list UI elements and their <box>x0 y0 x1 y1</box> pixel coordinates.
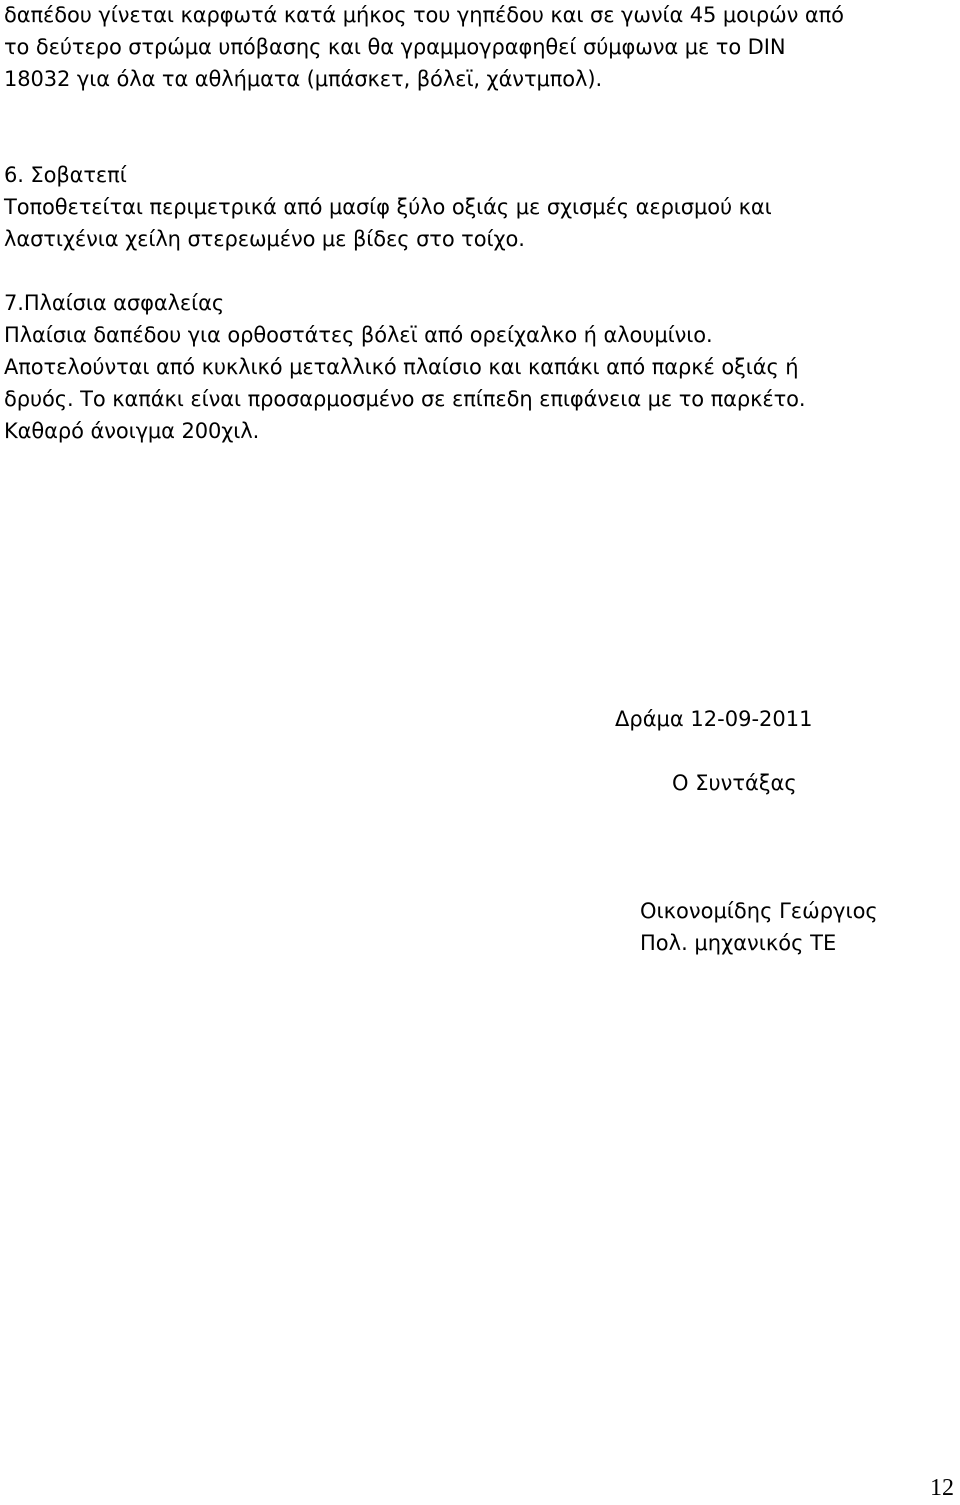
body-text-line: Καθαρό άνοιγμα 200χιλ. <box>4 419 260 443</box>
body-text-line: Πλαίσια δαπέδου για ορθοστάτες βόλεϊ από ορείχαλκο ή αλουμίνιο. <box>4 323 713 347</box>
body-text-line: δαπέδου γίνεται καρφωτά κατά μήκος του γηπέδου και σε γωνία 45 μοιρών από <box>4 3 844 27</box>
page-number: 12 <box>930 1475 954 1501</box>
section-6-heading: 6. Σοβατεπί <box>4 163 127 187</box>
body-text-line: 18032 για όλα τα αθλήματα (μπάσκετ, βόλεϊ, χάντμπολ). <box>4 67 603 91</box>
signature-place-date: Δράμα 12-09-2011 <box>615 707 813 731</box>
body-text-line: Αποτελούνται από κυκλικό μεταλλικό πλαίσιο και καπάκι από παρκέ οξιάς ή <box>4 355 799 379</box>
body-text-line: Τοποθετείται περιμετρικά από μασίφ ξύλο οξιάς με σχισμές αερισμού και <box>4 195 772 219</box>
body-text-line: δρυός. Το καπάκι είναι προσαρμοσμένο σε επίπεδη επιφάνεια με το παρκέτο. <box>4 387 806 411</box>
signature-name: Οικονομίδης Γεώργιος <box>640 899 878 923</box>
signature-title: Πολ. μηχανικός ΤΕ <box>640 931 837 955</box>
signature-role: Ο Συντάξας <box>672 771 797 795</box>
body-text-line: λαστιχένια χείλη στερεωμένο με βίδες στο τοίχο. <box>4 227 525 251</box>
section-7-heading: 7.Πλαίσια ασφαλείας <box>4 291 225 315</box>
body-text-line: το δεύτερο στρώμα υπόβασης και θα γραμμογραφηθεί σύμφωνα με το DIN <box>4 35 786 59</box>
